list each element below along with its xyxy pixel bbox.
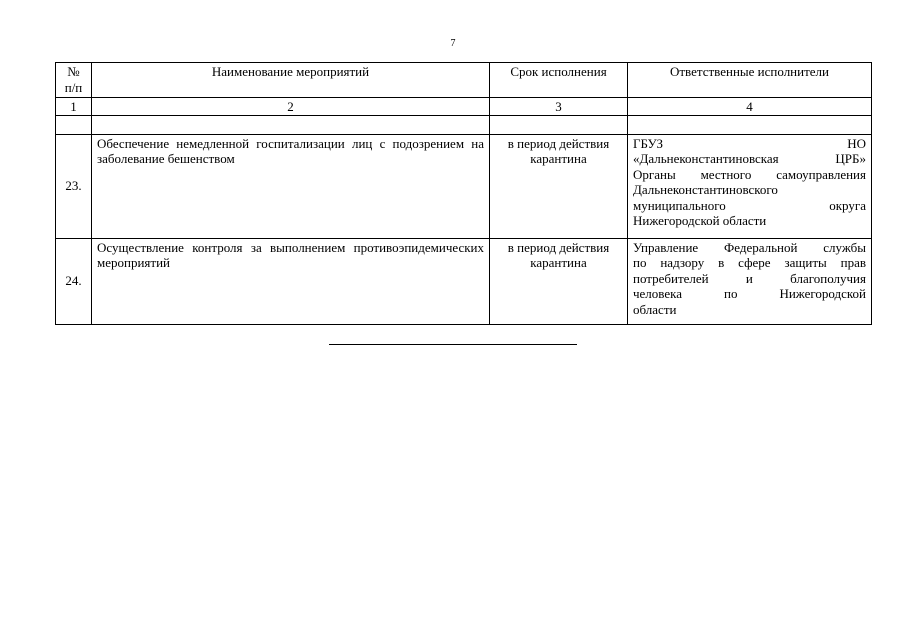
header-responsible: Ответственные исполнители	[628, 63, 872, 98]
responsible-executors	[628, 134, 872, 238]
responsible-line: Нижегородской области	[633, 213, 767, 228]
responsible-line: «Дальнеконстантиновская ЦРБ»	[633, 151, 866, 166]
column-index-2: 2	[92, 98, 490, 116]
measure-name: Обеспечение немедленной госпитализации лиц с подозрением на заболевание бешенством	[92, 134, 490, 238]
empty-cell	[628, 115, 872, 134]
table-row	[56, 238, 872, 324]
column-index-4: 4	[628, 98, 872, 116]
column-index-1: 1	[56, 98, 92, 116]
column-index-3: 3	[490, 98, 628, 116]
empty-row	[56, 115, 872, 134]
header-name: Наименование мероприятий	[92, 63, 490, 98]
row-number: 24.	[56, 238, 92, 324]
header-num: № п/п	[56, 63, 92, 98]
responsible-line: человека по Нижегородской	[633, 286, 866, 301]
responsible-line: потребителей и благополучия	[633, 270, 866, 286]
empty-cell	[56, 115, 92, 134]
responsible-line: области	[633, 301, 677, 317]
table-row	[56, 134, 872, 238]
responsible-line: по надзору в сфере защиты прав	[633, 255, 866, 270]
row-number: 23.	[56, 134, 92, 238]
table-header-row	[56, 63, 872, 98]
responsible-line: муниципального округа	[633, 197, 866, 213]
empty-cell	[92, 115, 490, 134]
empty-cell	[490, 115, 628, 134]
column-index-row	[56, 98, 872, 116]
execution-term: в период действия карантина	[490, 134, 628, 238]
execution-term: в период действия карантина	[490, 238, 628, 324]
end-separator-line	[329, 344, 577, 345]
measure-name: Осуществление контроля за выполнением противоэпидемических мероприятий	[92, 238, 490, 324]
header-term: Срок исполнения	[490, 63, 628, 98]
measures-table	[55, 62, 872, 325]
page-number: 7	[450, 38, 456, 49]
responsible-line: ГБУЗ НО	[633, 135, 866, 151]
responsible-line: Дальнеконстантиновского	[633, 182, 778, 197]
responsible-line: Органы местного самоуправления	[633, 166, 866, 182]
responsible-executors	[628, 238, 872, 324]
responsible-line: Управление Федеральной службы	[633, 239, 866, 255]
